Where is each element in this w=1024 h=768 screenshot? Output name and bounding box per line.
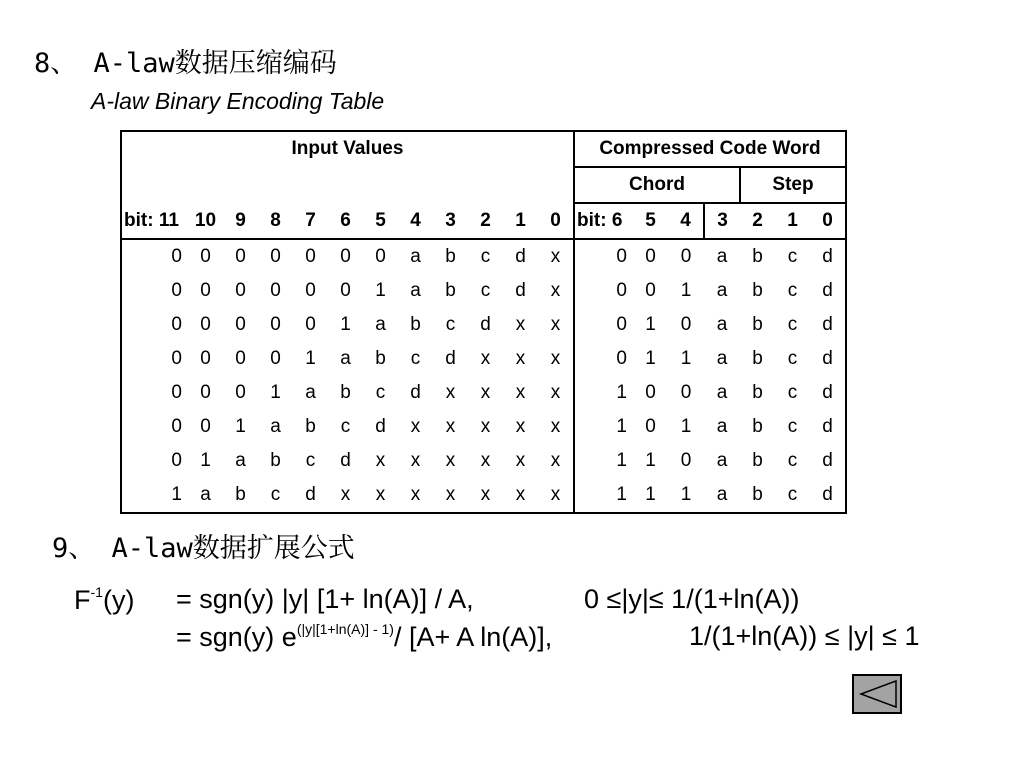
input-cell: c xyxy=(445,314,456,335)
input-cell: x xyxy=(340,484,351,505)
output-bit: 4 xyxy=(668,203,704,239)
input-cell: x xyxy=(375,450,386,471)
output-cell: a xyxy=(716,280,728,301)
output-cell: 0 xyxy=(574,308,633,342)
output-cell: c xyxy=(787,246,798,267)
output-bit: 5 xyxy=(633,203,668,239)
formula-line-1-condition: 0 ≤|y|≤ 1/(1+ln(A)) xyxy=(584,584,800,614)
input-cell: a xyxy=(340,348,351,369)
input-cell: d xyxy=(305,484,316,505)
step-header: Step xyxy=(740,167,846,203)
output-cell: a xyxy=(716,348,728,369)
input-cell: b xyxy=(445,246,456,267)
input-cell: x xyxy=(445,382,456,403)
input-cell: 0 xyxy=(171,416,182,437)
output-cell: 1 xyxy=(680,416,692,437)
input-cell: a xyxy=(375,314,386,335)
input-cell: 0 xyxy=(235,314,246,335)
input-cell: x xyxy=(410,484,421,505)
input-cell: b xyxy=(235,484,246,505)
output-cell: c xyxy=(787,280,798,301)
input-cell: b xyxy=(270,450,281,471)
input-cell: 0 xyxy=(340,246,351,267)
table-row xyxy=(121,444,846,478)
formula-exponent: (|y|[1+ln(A)] - 1) xyxy=(296,621,394,637)
table-body xyxy=(121,239,846,513)
output-bit: 3 xyxy=(704,203,740,239)
output-cell: 0 xyxy=(645,246,656,267)
output-cell: 0 xyxy=(574,239,633,274)
input-cell: d xyxy=(375,416,386,437)
input-bit: 6 xyxy=(328,203,363,239)
input-cell: c xyxy=(410,348,421,369)
output-cell: d xyxy=(822,314,833,335)
input-cell: 0 xyxy=(171,280,182,301)
input-cell: c xyxy=(305,450,316,471)
output-cell: b xyxy=(752,416,763,437)
output-cell: 0 xyxy=(680,382,692,403)
input-cell: x xyxy=(410,450,421,471)
output-cell: d xyxy=(822,280,833,301)
input-cell: x xyxy=(445,450,456,471)
input-cell: c xyxy=(375,382,386,403)
output-cell: b xyxy=(752,280,763,301)
formula-lhs-argument: (y) xyxy=(102,585,135,615)
input-cell: d xyxy=(515,280,526,301)
input-cell: 0 xyxy=(171,246,182,267)
output-cell: a xyxy=(716,450,728,471)
input-cell: 0 xyxy=(200,280,211,301)
table-row xyxy=(121,478,846,513)
output-cell: 1 xyxy=(645,348,656,369)
output-cell: c xyxy=(787,450,798,471)
input-cell: 0 xyxy=(305,280,316,301)
output-cell: c xyxy=(787,416,798,437)
input-cell: 1 xyxy=(171,484,182,505)
compressed-code-word-header: Compressed Code Word xyxy=(574,131,846,167)
table-row xyxy=(121,274,846,308)
input-cell: x xyxy=(480,348,491,369)
output-cell: 0 xyxy=(645,382,656,403)
chord-header: Chord xyxy=(574,167,740,203)
bit-index-row xyxy=(121,203,846,239)
section-8-heading: 8、 A-law数据压缩编码 xyxy=(34,48,337,79)
input-cell: x xyxy=(550,450,561,471)
previous-slide-button[interactable] xyxy=(852,674,902,714)
output-cell: 0 xyxy=(680,314,692,335)
input-cell: d xyxy=(480,314,491,335)
table-row xyxy=(121,376,846,410)
output-cell: 1 xyxy=(574,410,633,444)
input-cell: x xyxy=(550,484,561,505)
output-cell: 1 xyxy=(680,280,692,301)
output-cell: 1 xyxy=(574,444,633,478)
output-cell: 1 xyxy=(574,478,633,513)
input-cell: 0 xyxy=(235,246,246,267)
input-cell: 0 xyxy=(200,246,211,267)
input-cell: 0 xyxy=(270,314,281,335)
input-bit: 4 xyxy=(398,203,433,239)
input-cell: 0 xyxy=(235,280,246,301)
output-cell: d xyxy=(822,382,833,403)
output-bit: 1 xyxy=(775,203,810,239)
input-cell: x xyxy=(480,450,491,471)
input-cell: 0 xyxy=(171,382,182,403)
output-cell: c xyxy=(787,348,798,369)
output-cell: a xyxy=(716,416,728,437)
output-cell: d xyxy=(822,348,833,369)
input-cell: c xyxy=(270,484,281,505)
output-cell: c xyxy=(787,484,798,505)
output-cell: d xyxy=(822,416,833,437)
input-cell: a xyxy=(235,450,246,471)
input-cell: 0 xyxy=(270,246,281,267)
output-cell: a xyxy=(716,314,728,335)
input-cell: 0 xyxy=(171,348,182,369)
input-cell: 0 xyxy=(375,246,386,267)
input-cell: x xyxy=(550,246,561,267)
input-cell: 0 xyxy=(270,280,281,301)
output-cell: 0 xyxy=(680,246,692,267)
formula-lhs-superscript: -1 xyxy=(90,584,103,600)
input-cell: x xyxy=(480,416,491,437)
input-cell: a xyxy=(270,416,281,437)
output-cell: 0 xyxy=(574,342,633,376)
input-cell: x xyxy=(515,314,526,335)
formula-lhs xyxy=(74,584,134,616)
output-bit-label: bit: 6 xyxy=(574,203,633,239)
input-bit: 0 xyxy=(538,203,574,239)
input-cell: 1 xyxy=(200,450,211,471)
input-cell: 1 xyxy=(305,348,316,369)
input-values-header: Input Values xyxy=(291,138,404,159)
input-bit: 1 xyxy=(503,203,538,239)
output-cell: a xyxy=(716,246,728,267)
output-cell: 0 xyxy=(645,416,656,437)
formula-line-2-condition: 1/(1+ln(A)) ≤ |y| ≤ 1 xyxy=(689,621,920,651)
input-cell: x xyxy=(480,382,491,403)
output-cell: b xyxy=(752,450,763,471)
input-cell: d xyxy=(410,382,421,403)
triangle-left-icon xyxy=(858,679,898,709)
output-cell: 0 xyxy=(645,280,656,301)
input-cell: 0 xyxy=(200,416,211,437)
input-cell: x xyxy=(480,484,491,505)
output-cell: 1 xyxy=(645,450,656,471)
input-cell: x xyxy=(515,450,526,471)
section-9-heading: 9、 A-law数据扩展公式 xyxy=(52,533,355,564)
input-cell: c xyxy=(480,280,491,301)
input-cell: d xyxy=(515,246,526,267)
input-cell: x xyxy=(445,484,456,505)
table-subtitle: A-law Binary Encoding Table xyxy=(91,88,385,114)
input-cell: 0 xyxy=(200,314,211,335)
input-cell: 0 xyxy=(235,382,246,403)
output-bit: 0 xyxy=(810,203,846,239)
input-cell: d xyxy=(445,348,456,369)
input-cell: x xyxy=(515,382,526,403)
input-bit: 7 xyxy=(293,203,328,239)
output-cell: d xyxy=(822,484,833,505)
formula-line-1: = sgn(y) |y| [1+ ln(A)] / A, xyxy=(176,584,474,614)
formula-lhs-symbol: F xyxy=(74,585,91,615)
input-cell: b xyxy=(445,280,456,301)
input-cell: 0 xyxy=(270,348,281,369)
input-cell: 1 xyxy=(340,314,351,335)
output-cell: 1 xyxy=(645,314,656,335)
output-cell: c xyxy=(787,382,798,403)
input-cell: x xyxy=(550,348,561,369)
output-cell: b xyxy=(752,382,763,403)
input-cell: 1 xyxy=(235,416,246,437)
input-cell: x xyxy=(375,484,386,505)
input-cell: 0 xyxy=(305,314,316,335)
input-cell: a xyxy=(410,280,421,301)
formula-line-2 xyxy=(176,621,552,653)
input-cell: a xyxy=(410,246,421,267)
output-cell: d xyxy=(822,450,833,471)
input-cell: b xyxy=(305,416,316,437)
alaw-encoding-table xyxy=(120,130,847,514)
input-cell: x xyxy=(515,484,526,505)
input-bit: 10 xyxy=(188,203,223,239)
input-cell: 0 xyxy=(340,280,351,301)
input-cell: 0 xyxy=(200,348,211,369)
input-bit: 5 xyxy=(363,203,398,239)
formula-line-2-prefix: = sgn(y) e xyxy=(176,622,297,652)
output-cell: b xyxy=(752,348,763,369)
input-cell: b xyxy=(340,382,351,403)
table-row xyxy=(121,410,846,444)
formula-line-2-suffix: / [A+ A ln(A)], xyxy=(393,622,553,652)
output-cell: 1 xyxy=(680,484,692,505)
output-cell: 1 xyxy=(645,484,656,505)
output-cell: 0 xyxy=(680,450,692,471)
output-cell: d xyxy=(822,246,833,267)
input-cell: d xyxy=(340,450,351,471)
input-cell: c xyxy=(340,416,351,437)
input-bit: 3 xyxy=(433,203,468,239)
input-cell: 0 xyxy=(171,450,182,471)
table-row xyxy=(121,239,846,274)
table-row xyxy=(121,308,846,342)
output-cell: 0 xyxy=(574,274,633,308)
input-bit: 2 xyxy=(468,203,503,239)
input-cell: 0 xyxy=(235,348,246,369)
input-cell: x xyxy=(410,416,421,437)
input-cell: a xyxy=(305,382,316,403)
input-cell: b xyxy=(375,348,386,369)
input-cell: b xyxy=(410,314,421,335)
output-cell: 1 xyxy=(680,348,692,369)
input-cell: a xyxy=(200,484,211,505)
input-cell: x xyxy=(550,280,561,301)
input-cell: x xyxy=(515,348,526,369)
input-cell: x xyxy=(550,314,561,335)
output-cell: b xyxy=(752,314,763,335)
input-cell: 0 xyxy=(305,246,316,267)
input-cell: x xyxy=(550,416,561,437)
input-cell: 1 xyxy=(270,382,281,403)
input-cell: x xyxy=(550,382,561,403)
output-cell: c xyxy=(787,314,798,335)
table-row xyxy=(121,342,846,376)
output-cell: b xyxy=(752,484,763,505)
output-cell: b xyxy=(752,246,763,267)
input-cell: 1 xyxy=(375,280,386,301)
input-cell: x xyxy=(445,416,456,437)
output-bit: 2 xyxy=(740,203,775,239)
output-cell: 1 xyxy=(574,376,633,410)
input-cell: 0 xyxy=(171,314,182,335)
input-bit: 9 xyxy=(223,203,258,239)
input-cell: 0 xyxy=(200,382,211,403)
input-cell: c xyxy=(480,246,491,267)
output-cell: a xyxy=(716,382,728,403)
input-cell: x xyxy=(515,416,526,437)
input-bit-label: bit: 11 xyxy=(121,203,188,239)
input-bit: 8 xyxy=(258,203,293,239)
output-cell: a xyxy=(716,484,728,505)
